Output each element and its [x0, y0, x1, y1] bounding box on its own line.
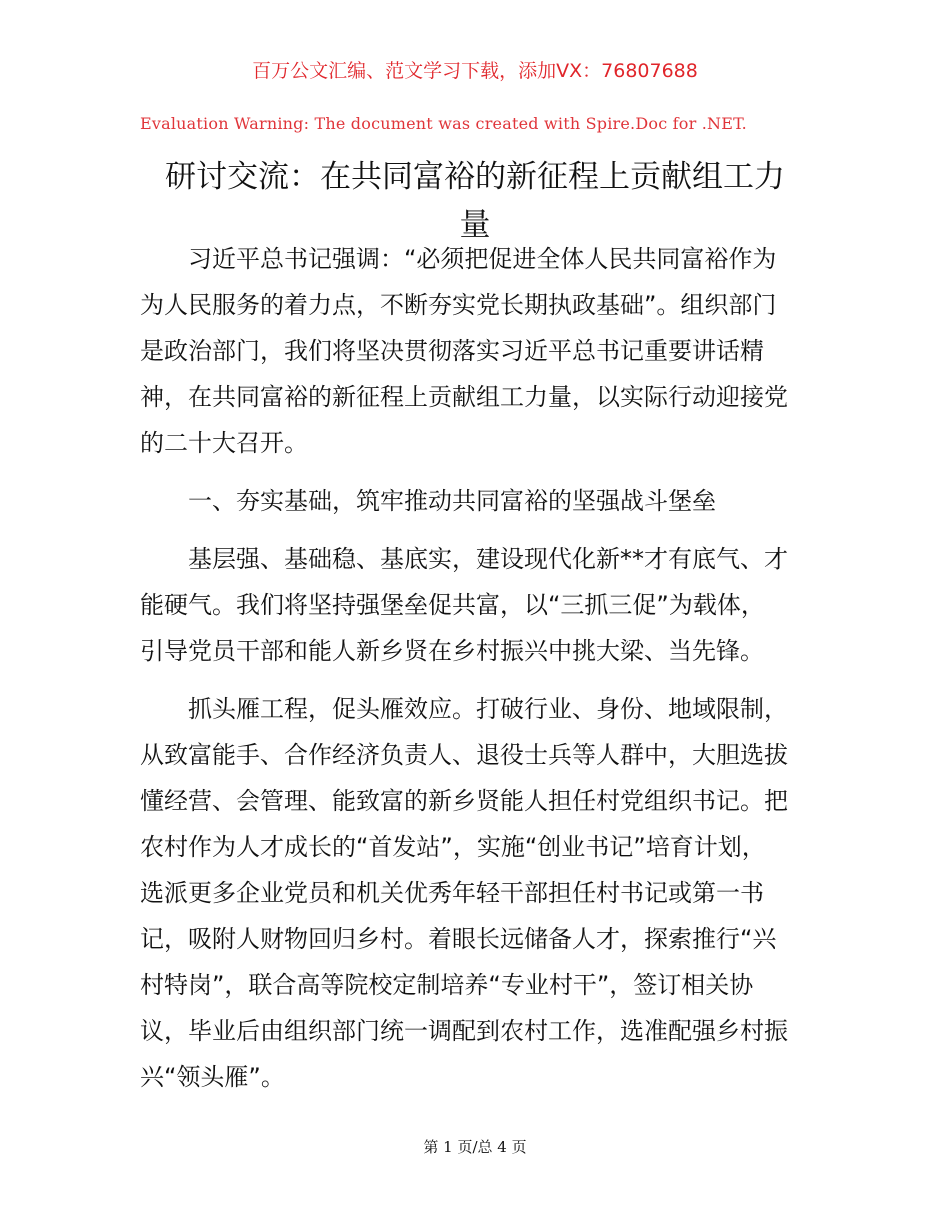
section-heading: [140, 478, 820, 524]
evaluation-warning: Evaluation Warning: The document was created with Spire.Doc for .NET.: [140, 114, 747, 133]
text-line: 抓头雁工程，促头雁效应。打破行业、身份、地域限制，: [188, 695, 788, 723]
paragraph: [140, 536, 820, 674]
text-line: 为人民服务的着力点，不断夯实党长期执政基础”。组织部门: [140, 291, 777, 319]
text-line: 农村作为人才成长的“首发站”，实施“创业书记”培育计划，: [140, 833, 766, 861]
text-line: 引导党员干部和能人新乡贤在乡村振兴中挑大梁、当先锋。: [140, 637, 764, 665]
text-line: 基层强、基础稳、基底实，建设现代化新**才有底气、才: [188, 545, 788, 573]
document-title: [130, 153, 820, 249]
paragraph: [140, 236, 820, 466]
text-line: 一、夯实基础，筑牢推动共同富裕的坚强战斗堡垒: [188, 487, 716, 515]
text-line: 兴“领头雁”。: [140, 1063, 285, 1091]
text-line: 村特岗”，联合高等院校定制培养“专业村干”，签订相关协: [140, 971, 754, 999]
page-footer: 第 1 页/总 4 页: [423, 1138, 527, 1156]
text-line: 习近平总书记强调：“必须把促进全体人民共同富裕作为: [188, 245, 777, 273]
paragraph: [140, 686, 820, 1100]
text-line: 懂经营、会管理、能致富的新乡贤能人担任村党组织书记。把: [140, 787, 788, 815]
text-line: 从致富能手、合作经济负责人、退役士兵等人群中，大胆选拔: [140, 741, 788, 769]
text-line: 是政治部门，我们将坚决贯彻落实习近平总书记重要讲话精: [140, 337, 764, 365]
text-line: 议，毕业后由组织部门统一调配到农村工作，选准配强乡村振: [140, 1017, 788, 1045]
title-line: 量: [459, 207, 491, 243]
text-line: 记，吸附人财物回归乡村。着眼长远储备人才，探索推行“兴: [140, 925, 777, 953]
promo-banner: 百万公文汇编、范文学习下载，添加VX：76807688: [252, 60, 698, 82]
text-line: 神，在共同富裕的新征程上贡献组工力量，以实际行动迎接党: [140, 383, 788, 411]
text-line: 能硬气。我们将坚持强堡垒促共富，以“三抓三促”为载体，: [140, 591, 765, 619]
title-line: 研讨交流：在共同富裕的新征程上贡献组工力: [165, 159, 785, 195]
text-line: 的二十大召开。: [140, 429, 308, 457]
text-line: 选派更多企业党员和机关优秀年轻干部担任村书记或第一书: [140, 879, 764, 907]
document-body: [140, 236, 820, 1112]
